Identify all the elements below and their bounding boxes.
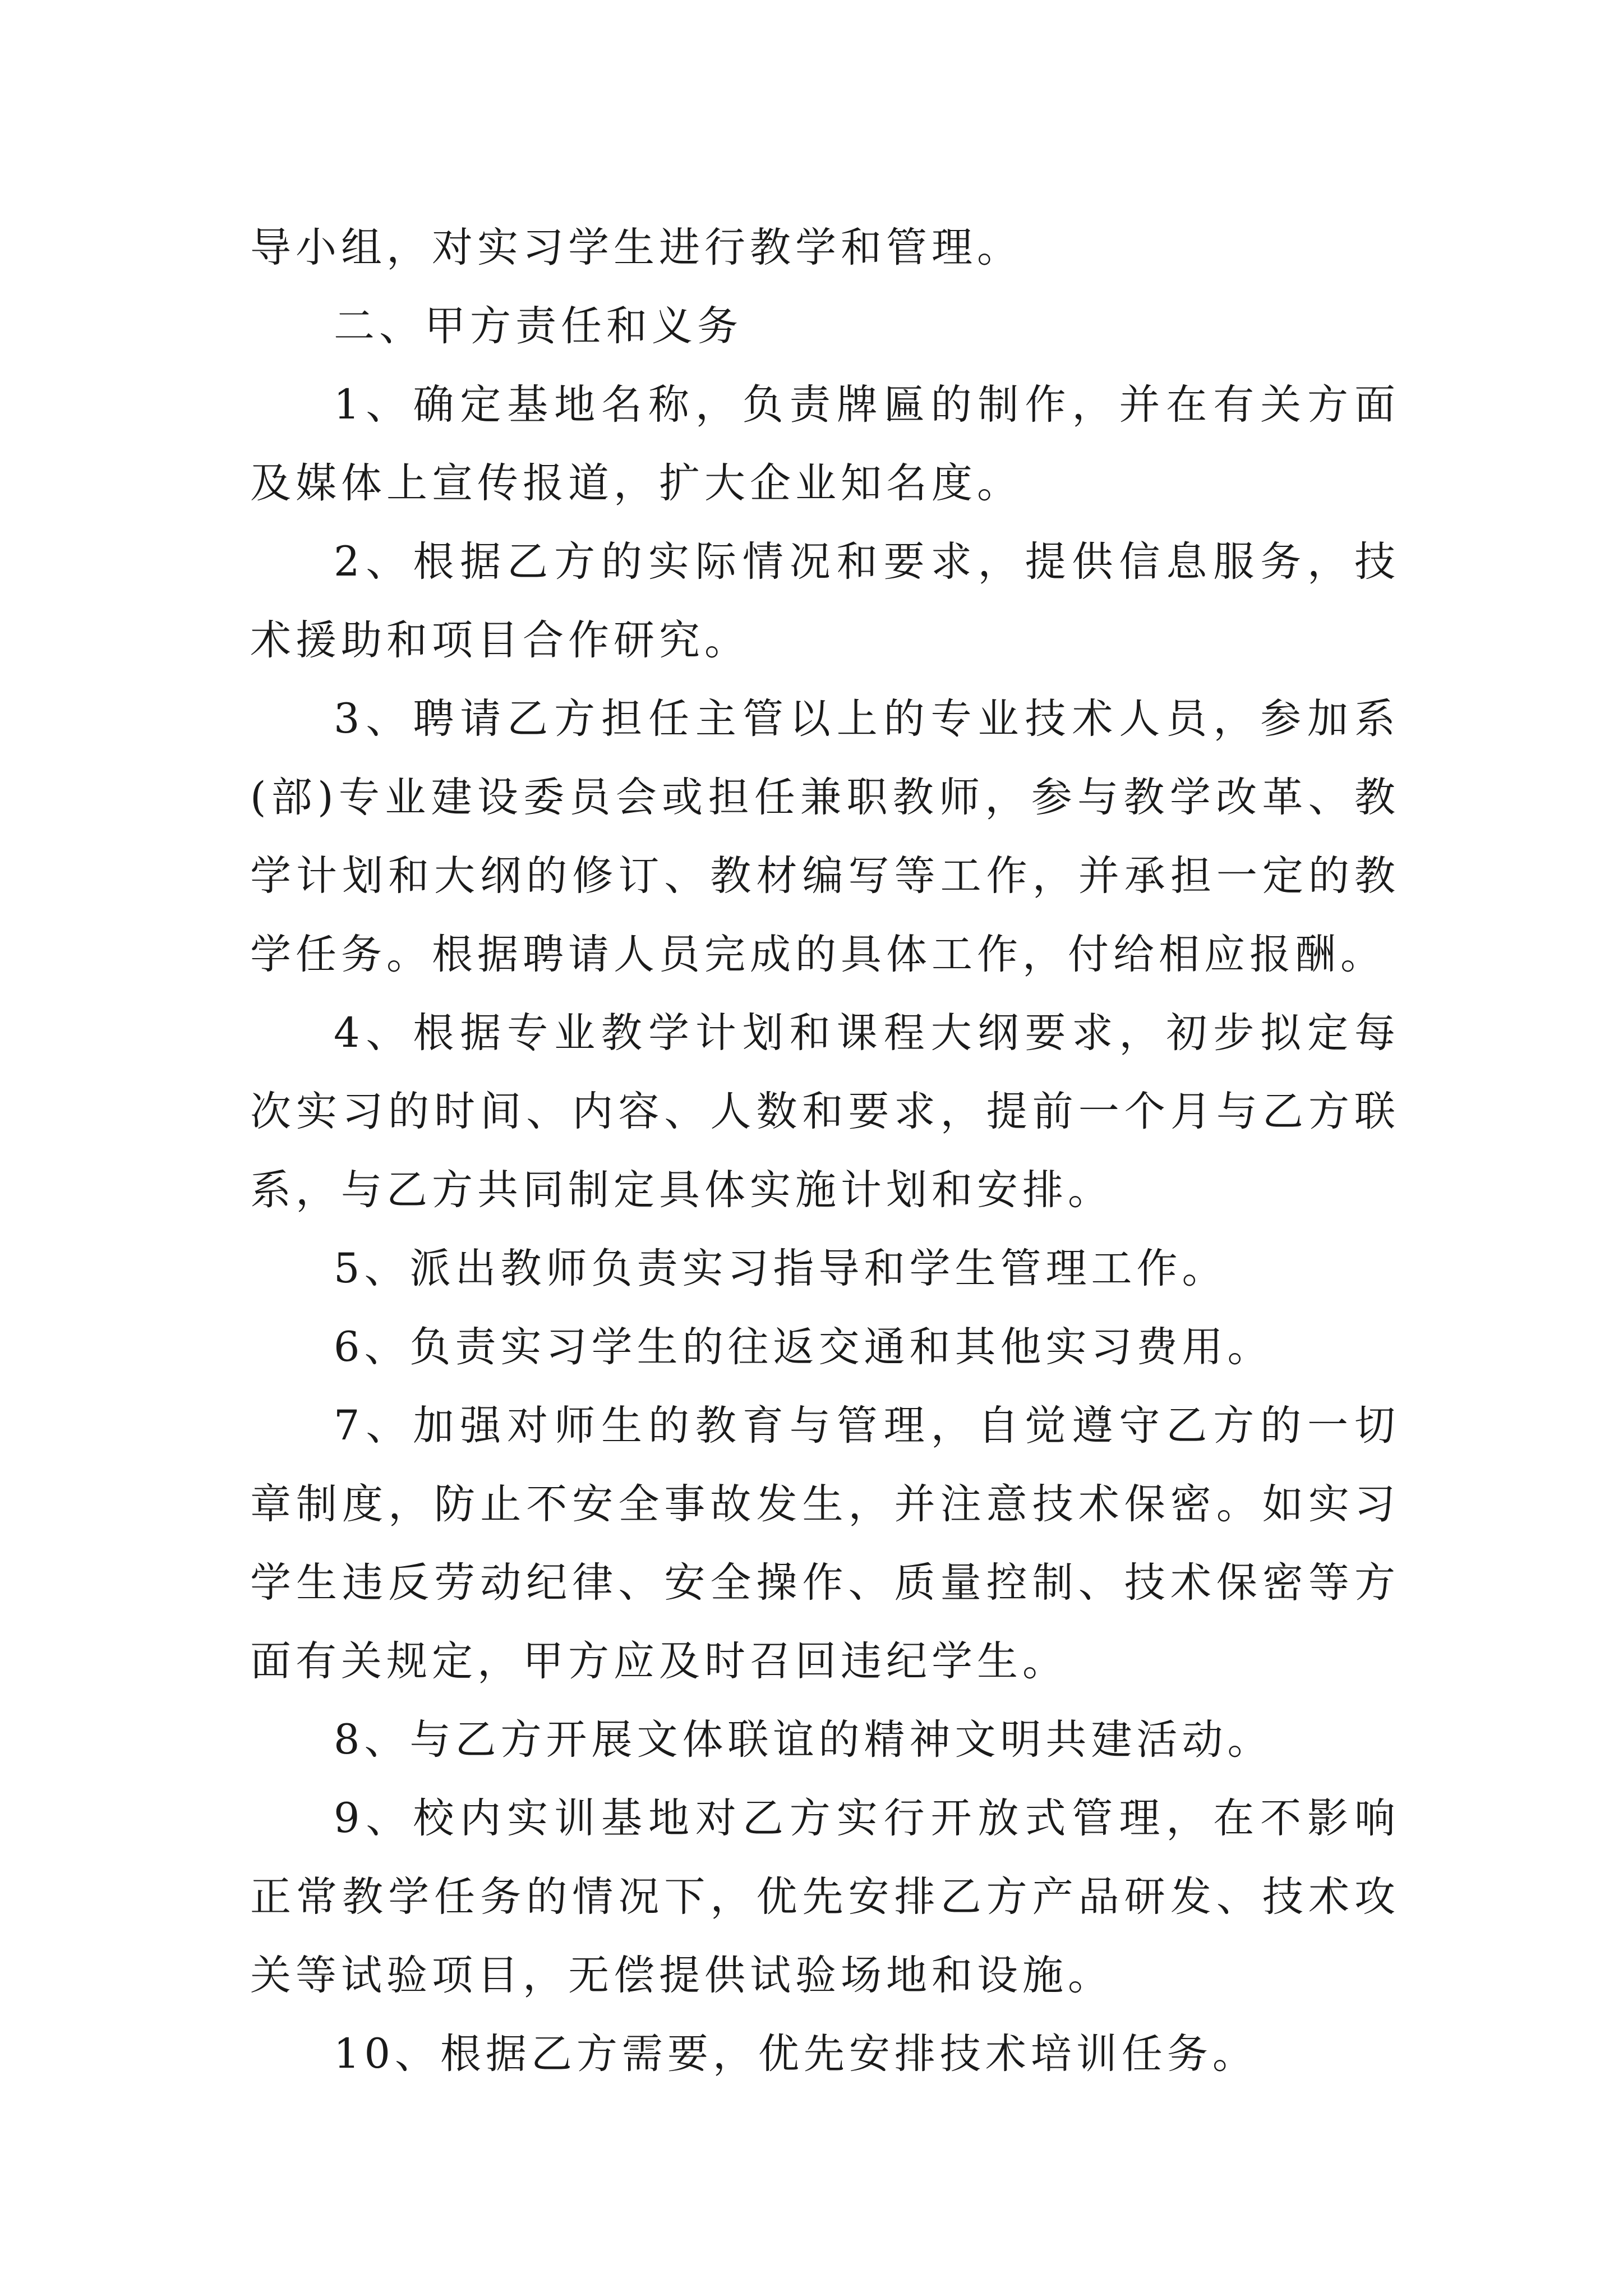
clause-6: 6、负责实习学生的往返交通和其他实习费用。 <box>334 1323 1273 1371</box>
clause-1: 1、确定基地名称，负责牌匾的制作，并在有关方面及媒体上宣传报道，扩大企业知名度。 <box>250 381 1400 507</box>
paragraph-continuation: 导小组，对实习学生进行教学和管理。 <box>250 224 1022 272</box>
clause-8: 8、与乙方开展文体联谊的精神文明共建活动。 <box>334 1716 1273 1764</box>
section-heading: 二、甲方责任和义务 <box>334 302 743 350</box>
clause-9: 9、校内实训基地对乙方实行开放式管理，在不影响正常教学任务的情况下，优先安排乙方产品研发、技术攻关等试验项目，无偿提供试验场地和设施。 <box>250 1795 1400 1999</box>
document-body <box>250 209 1400 2093</box>
clause-3: 3、聘请乙方担任主管以上的专业技术人员，参加系(部)专业建设委员会或担任兼职教师，参与教学改革、教学计划和大纲的修订、教材编写等工作，并承担一定的教学任务。根据聘请人员完成的具体工作，付给相应报酬。 <box>250 695 1400 978</box>
clause-4: 4、根据专业教学计划和课程大纲要求，初步拟定每次实习的时间、内容、人数和要求，提前一个月与乙方联系，与乙方共同制定具体实施计划和安排。 <box>250 1009 1400 1214</box>
clause-2: 2、根据乙方的实际情况和要求，提供信息服务，技术援助和项目合作研究。 <box>250 538 1400 664</box>
clause-10: 10、根据乙方需要，优先安排技术培训任务。 <box>334 2030 1258 2078</box>
clause-7: 7、加强对师生的教育与管理，自觉遵守乙方的一切章制度，防止不安全事故发生，并注意技术保密。如实习学生违反劳动纪律、安全操作、质量控制、技术保密等方面有关规定，甲方应及时召回违纪学生。 <box>250 1402 1400 1685</box>
clause-5: 5、派出教师负责实习指导和学生管理工作。 <box>334 1245 1228 1292</box>
